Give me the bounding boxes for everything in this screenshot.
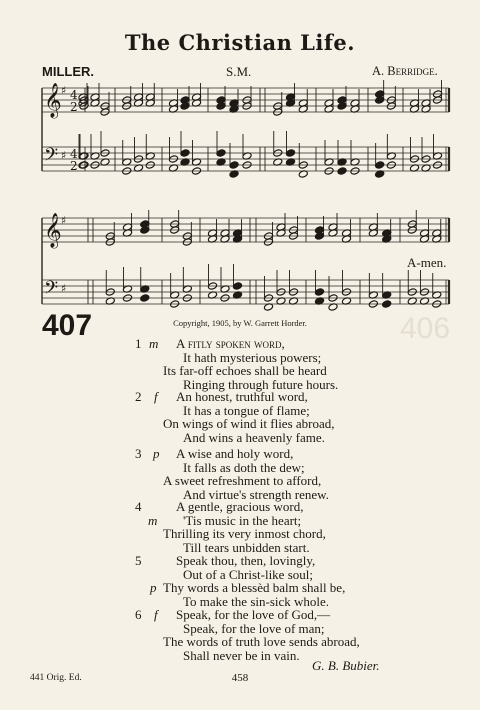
stanza-number: 1: [135, 336, 142, 351]
stanza-line: Its far-off echoes shall be heard: [163, 363, 327, 378]
time-signature: 4: [70, 147, 78, 161]
note-head: [337, 167, 347, 175]
treble-clef-icon: 𝄞: [44, 83, 62, 118]
copyright-notice: Copyright, 1905, by W. Garrett Horder.: [173, 318, 307, 328]
dynamic-marking: f: [154, 607, 158, 622]
note-head: [314, 288, 324, 296]
stanza-line: A wise and holy word,: [176, 446, 294, 461]
dynamic-marking: p: [150, 580, 157, 595]
edition-note: 441 Orig. Ed.: [30, 673, 82, 683]
stanza-line: Out of a Christ-like soul;: [183, 566, 313, 582]
hymn-number: 407: [42, 309, 93, 342]
stanza-line: Speak, for the love of man;: [183, 620, 325, 636]
stanza-line: 'Tis music in the heart;: [183, 512, 302, 528]
stanza-line: A gentle, gracious word,: [176, 499, 304, 514]
sharp-icon: ♯: [61, 84, 67, 97]
stanza-line: To make the sin-sick whole.: [183, 593, 330, 609]
stanza-number: 2: [135, 389, 142, 404]
bass-clef-icon: 𝄢: [44, 145, 59, 170]
stanza-number: 6: [135, 607, 142, 622]
stanza-line: Thrilling its very inmost chord,: [163, 526, 326, 541]
stanza-line: It falls as doth the dew;: [183, 459, 305, 475]
note-head: [285, 149, 295, 157]
tune-meter: S.M.: [226, 64, 252, 79]
stanza-line: A sweet refreshment to afford,: [163, 473, 322, 488]
note-head: [229, 161, 239, 169]
stanza-number: 5: [135, 553, 142, 568]
sharp-icon: ♯: [61, 149, 67, 162]
bass-clef-icon: 𝄢: [44, 278, 59, 303]
stanza-line: Speak, for the love of God,—: [176, 607, 331, 622]
stanza-line: Thy words a blessèd balm shall be,: [163, 580, 346, 595]
time-signature: 2: [70, 159, 78, 173]
bleed-through-hymn-number: 406: [400, 312, 451, 345]
dynamic-marking: m: [149, 336, 159, 351]
stanza-line: A fitly spoken word,: [176, 336, 285, 351]
note-head: [216, 149, 226, 157]
stanza-line: Till tears unbidden start.: [183, 539, 310, 555]
treble-clef-icon: 𝄞: [44, 213, 62, 248]
stanza-line: Shall never be in vain.: [183, 647, 300, 663]
time-signature: 4: [70, 88, 78, 102]
note-head: [140, 294, 150, 302]
stanza-number: 4: [135, 499, 142, 514]
stanza-line: On wings of wind it flies abroad,: [163, 416, 335, 431]
note-head: [382, 300, 392, 308]
sharp-icon: ♯: [61, 282, 67, 295]
tune-name: MILLER.: [42, 64, 94, 79]
stanza-line: An honest, truthful word,: [176, 389, 308, 404]
stanza-line: And virtue's strength renew.: [183, 486, 329, 502]
hymn-author: G. B. Bubier.: [312, 658, 380, 673]
stanza-line: It has a tongue of flame;: [183, 402, 310, 418]
stanza-number: 3: [135, 446, 142, 461]
sharp-icon: ♯: [61, 214, 67, 227]
page-number: 458: [231, 672, 249, 684]
note-head: [375, 161, 385, 169]
stanza-line: Speak thou, then, lovingly,: [176, 553, 316, 568]
music-score: [0, 0, 480, 320]
stanza-line: Ringing through future hours.: [183, 376, 339, 392]
amen-label: A-men.: [407, 255, 447, 270]
page-title: The Christian Life.: [124, 30, 356, 55]
dynamic-marking: m: [148, 512, 158, 528]
stanza-line: It hath mysterious powers;: [183, 349, 322, 365]
time-signature: 2: [70, 100, 78, 114]
tune-composer: A. Berridge.: [372, 64, 438, 78]
dynamic-marking: f: [154, 389, 158, 404]
dynamic-marking: p: [153, 446, 160, 461]
stanza-line: And wins a heavenly fame.: [183, 429, 325, 445]
note-head: [232, 282, 242, 290]
stanza-line: The words of truth love sends abroad,: [163, 634, 360, 649]
note-head: [180, 149, 190, 157]
